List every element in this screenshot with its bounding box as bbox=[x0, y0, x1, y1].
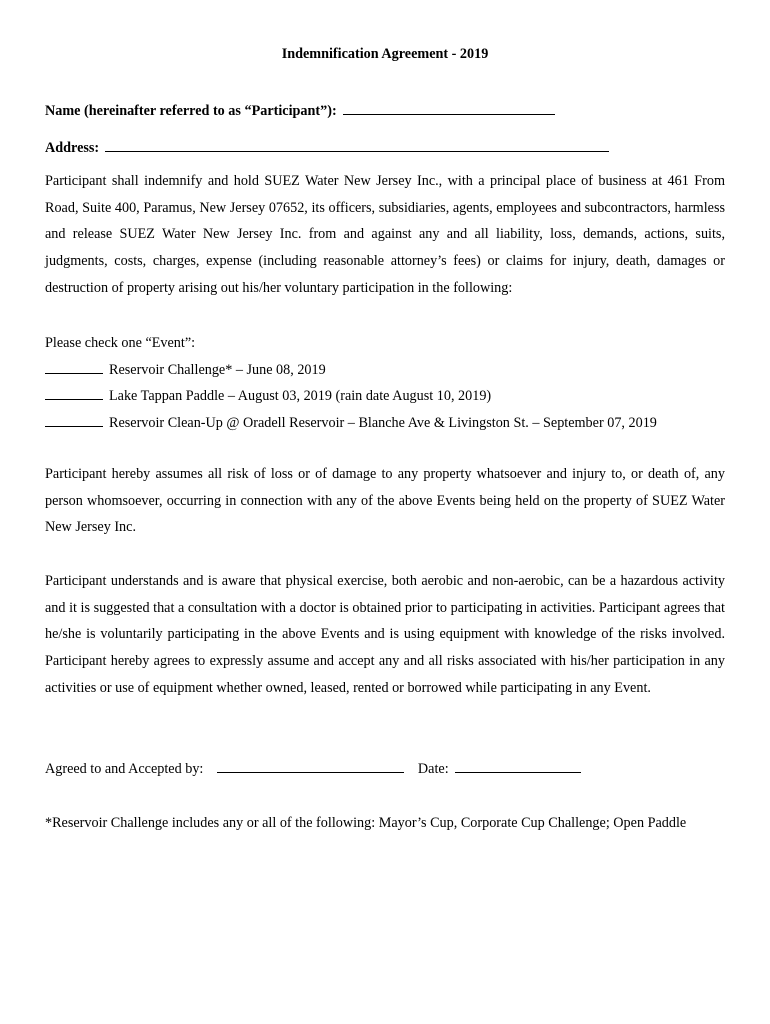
date-label: Date: bbox=[417, 761, 449, 777]
document-title: Indemnification Agreement - 2019 bbox=[281, 46, 489, 62]
event-check-line[interactable] bbox=[45, 414, 103, 427]
event-option bbox=[45, 410, 657, 437]
event-label: Reservoir Challenge* – June 08, 2019 bbox=[109, 361, 326, 378]
check-prompt: Please check one “Event”: bbox=[45, 335, 196, 351]
indemnity-paragraph: Participant shall indemnify and hold SUEZ Water New Jersey Inc., with a principal place of business at 461 From Road, Suite 400, Paramus, New Jersey 07652, its officers, subsidiaries, agents, employees and subcontractors, harmless and release SUEZ Water New Jersey Inc. from and against any and all liability, loss, demands, actions, suits, judgments, costs, charges, expense (including reasonable attorney’s fees) or claims for injury, death, damages or destruction of property arising out his/her voluntary participation in the following: bbox=[45, 173, 725, 296]
event-label: Reservoir Clean-Up @ Oradell Reservoir – Blanche Ave & Livingston St. – September 07, 2019 bbox=[109, 414, 657, 431]
exercise-paragraph: Participant understands and is aware that physical exercise, both aerobic and non-aerobic, can be a hazardous activity and it is suggested that a consultation with a doctor is obtained prior to participating in activities. Participant agrees that he/she is voluntarily participating in the above Events and is using equipment with knowledge of the risks involved. Participant hereby agrees to expressly assume and accept any and all risks associated with his/her participation in any activities or use of equipment whether owned, leased, rented or borrowed while participating in any Event. bbox=[45, 573, 725, 696]
address-field-row bbox=[45, 137, 609, 157]
date-line[interactable] bbox=[455, 758, 581, 773]
event-list bbox=[45, 330, 657, 436]
signature-row bbox=[45, 758, 581, 778]
address-input-line[interactable] bbox=[105, 137, 609, 152]
footnote: *Reservoir Challenge includes any or all of the following: Mayor’s Cup, Corporate Cup Challenge; Open Paddle bbox=[45, 815, 687, 831]
name-label: Name (hereinafter referred to as “Participant”): bbox=[45, 103, 337, 119]
event-check-line[interactable] bbox=[45, 387, 103, 400]
address-label: Address: bbox=[45, 140, 100, 156]
agreed-label: Agreed to and Accepted by: bbox=[45, 761, 204, 777]
name-field-row bbox=[45, 100, 555, 120]
name-input-line[interactable] bbox=[343, 100, 555, 115]
event-option bbox=[45, 383, 657, 410]
risk-paragraph: Participant hereby assumes all risk of loss or of damage to any property whatsoever and injury to, or death of, any person whomsoever, occurring in connection with any of the above Events being held on the property of SUEZ Water New Jersey Inc. bbox=[45, 466, 725, 536]
event-label: Lake Tappan Paddle – August 03, 2019 (rain date August 10, 2019) bbox=[109, 388, 492, 404]
event-check-line[interactable] bbox=[45, 361, 103, 374]
signature-line[interactable] bbox=[217, 758, 404, 773]
event-option bbox=[45, 357, 657, 384]
